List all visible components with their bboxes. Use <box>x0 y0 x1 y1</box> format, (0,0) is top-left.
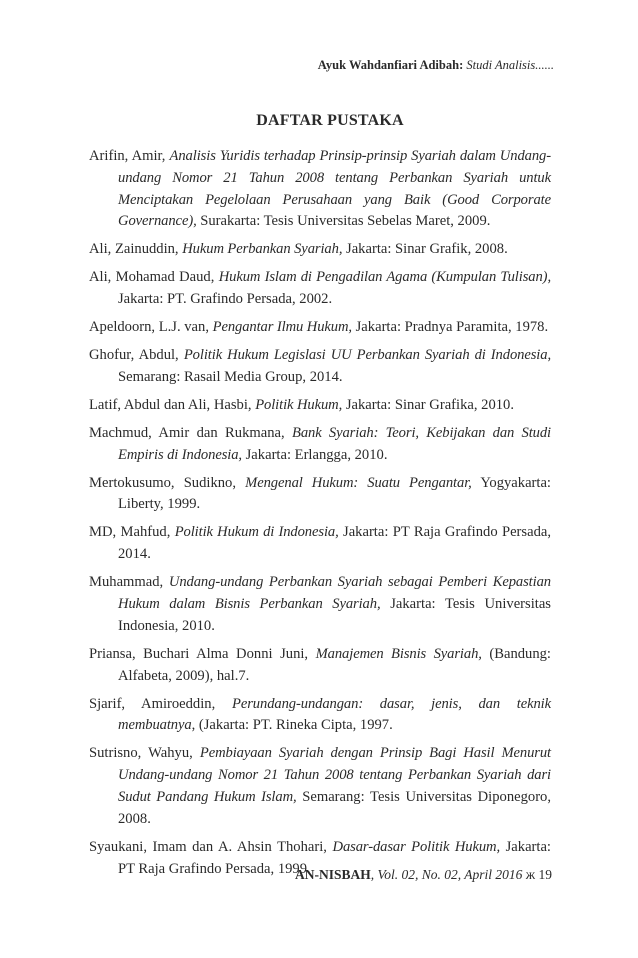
reference-title: Dasar-dasar Politik Hukum, <box>332 838 501 855</box>
footer-separator: ж <box>525 867 536 882</box>
reference-author: Apeldoorn, L.J. van, <box>89 319 213 336</box>
reference-entry <box>89 473 551 517</box>
reference-publisher: Jakarta: PT Raja Grafindo Persada, 2014. <box>118 524 551 563</box>
page-number: 19 <box>538 867 552 882</box>
reference-author: Arifin, Amir, <box>89 148 170 164</box>
reference-publisher: Semarang: Tesis Universitas Diponegoro, 2008. <box>118 788 552 827</box>
reference-title: Pembiayaan Syariah dengan Prinsip Bagi Hasil Menurut Undang-undang Nomor 21 Tahun 2008 tentang Perbankan Syariah dari Sudut Pandang Hukum Islam, <box>118 745 552 805</box>
reference-title: Mengenal Hukum: Suatu Pengantar, <box>245 474 472 491</box>
section-title: DAFTAR PUSTAKA <box>256 112 404 129</box>
reference-publisher: Yogyakarta: Liberty, 1999. <box>118 474 551 513</box>
reference-entry <box>89 423 551 467</box>
reference-author: Ali, Zainuddin, <box>89 241 183 258</box>
reference-publisher: Semarang: Rasail Media Group, 2014. <box>118 368 343 385</box>
reference-publisher: Jakarta: PT Raja Grafindo Persada, 1999. <box>118 838 551 877</box>
reference-title: Analisis Yuridis terhadap Prinsip-prinsip Syariah dalam Undang-undang Nomor 21 Tahun 2008 tentang Perbankan Syariah untuk Menciptakan Pegelolaan Perusahaan yang Baik (Good Corporate Governance), <box>118 148 551 230</box>
footer-journal-name: AN-NISBAH <box>295 867 371 882</box>
reference-entry <box>89 522 551 566</box>
reference-title: Politik Hukum, <box>255 396 343 413</box>
reference-entry <box>89 267 551 311</box>
reference-entry <box>89 345 551 389</box>
reference-title: Perundang-undangan: dasar, jenis, dan teknik membuatnya <box>118 695 551 734</box>
reference-title: Undang-undang Perbankan Syariah sebagai Pemberi Kepastian Hukum dalam Bisnis Perbankan Syariah, <box>118 574 551 613</box>
reference-entry <box>89 694 551 738</box>
reference-entry <box>89 146 551 233</box>
reference-author: Machmud, Amir dan Rukmana, <box>89 424 293 441</box>
reference-publisher: Jakarta: Sinar Grafik, 2008. <box>342 241 508 258</box>
reference-list <box>89 146 551 887</box>
reference-title: Pengantar Ilmu Hukum, <box>212 319 352 336</box>
reference-author: Sutrisno, Wahyu, <box>89 745 200 762</box>
reference-publisher: Surakarta: Tesis Universitas Sebelas Maret, 2009. <box>196 213 491 230</box>
footer-issue: , Vol. 02, No. 02, April 2016 <box>370 867 523 882</box>
reference-title: Politik Hukum Legislasi UU Perbankan Syariah di Indonesia, <box>183 347 551 364</box>
reference-author: Priansa, Buchari Alma Donni Juni, <box>89 645 316 662</box>
reference-author: Muhammad, <box>89 574 169 591</box>
reference-entry <box>89 317 551 339</box>
reference-publisher: Jakarta: PT. Grafindo Persada, 2002. <box>118 291 333 308</box>
reference-author: Latif, Abdul dan Ali, Hasbi, <box>89 396 256 413</box>
reference-title: Hukum Islam di Pengadilan Agama (Kumpulan Tulisan), <box>218 269 551 286</box>
reference-publisher: Jakarta: Tesis Universitas Indonesia, 2010. <box>118 596 551 634</box>
reference-author: Syaukani, Imam dan A. Ahsin Thohari, <box>89 838 333 855</box>
reference-publisher: , (Jakarta: PT. Rineka Cipta, 1997. <box>191 717 393 734</box>
reference-title: Bank Syariah: Teori, Kebijakan dan Studi Empiris di Indonesia, <box>118 424 551 463</box>
reference-title: Manajemen Bisnis Syariah, <box>315 645 482 662</box>
reference-author: Ghofur, Abdul, <box>89 347 184 364</box>
reference-author: Sjarif, Amiroeddin, <box>89 695 233 712</box>
reference-publisher: (Bandung: Alfabeta, 2009), hal.7. <box>118 645 551 684</box>
reference-author: Mertokusumo, Sudikno, <box>89 474 246 491</box>
reference-publisher: Jakarta: Erlangga, 2010. <box>241 446 388 463</box>
running-header <box>318 58 554 73</box>
header-short-title: Studi Analisis...... <box>466 58 554 72</box>
reference-publisher: Jakarta: Pradnya Paramita, 1978. <box>351 319 549 336</box>
reference-title: Hukum Perbankan Syariah, <box>182 241 343 258</box>
reference-entry <box>89 644 551 688</box>
reference-author: Ali, Mohamad Daud, <box>89 269 219 286</box>
reference-title: Politik Hukum di Indonesia, <box>174 524 339 541</box>
reference-entry <box>89 572 551 637</box>
reference-entry <box>89 743 551 830</box>
page-footer <box>295 867 552 883</box>
reference-entry <box>89 239 551 261</box>
reference-publisher: Jakarta: Sinar Grafika, 2010. <box>342 396 514 413</box>
header-author: Ayuk Wahdanfiari Adibah: <box>317 58 464 72</box>
reference-entry <box>89 395 551 417</box>
reference-author: MD, Mahfud, <box>89 524 175 541</box>
